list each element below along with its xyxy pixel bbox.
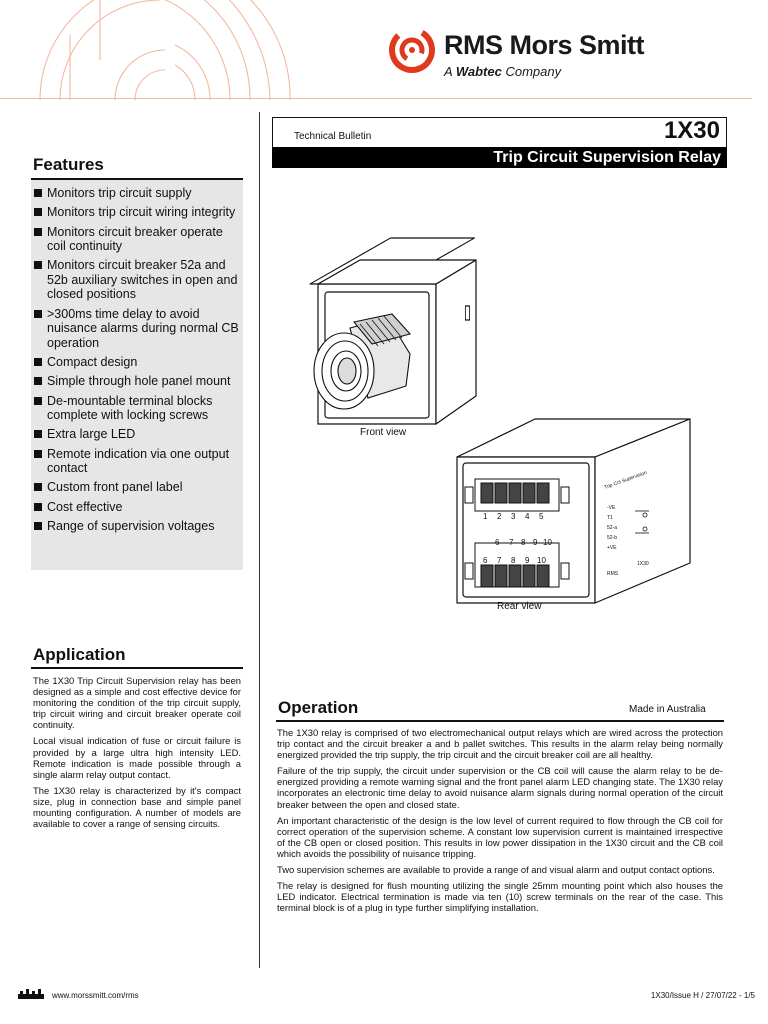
feature-item: Range of supervision voltages: [33, 519, 239, 534]
operation-heading: Operation: [278, 698, 359, 717]
side-label-line: 52-a: [607, 525, 618, 531]
features-list: [33, 186, 239, 538]
feature-item: Extra large LED: [33, 427, 239, 442]
rear-view-caption: Rear view: [497, 601, 542, 612]
feature-item: Monitors circuit breaker 52a and 52b auxiliary switches in open and closed positions: [33, 258, 239, 302]
application-paragraph: The 1X30 Trip Circuit Supervision relay has been designed as a simple and cost effective device for monitoring the condition of the trip circuit supply, trip circuit wiring and circuit breaker operate coil continuity.: [33, 675, 241, 731]
feature-item: Simple through hole panel mount: [33, 374, 239, 389]
terminal-number: 9: [533, 538, 538, 547]
terminal-number: 8: [521, 538, 526, 547]
side-label-line: T1: [607, 515, 613, 521]
application-body: [33, 675, 241, 834]
header-arcs-decoration: [0, 0, 330, 100]
application-rule: [31, 667, 243, 669]
operation-paragraph: The relay is designed for flush mounting utilizing the single 25mm mounting point which also houses the LED indicator. Electrical termination is made via ten (10) screw terminals on the rear of the case. This terminal block is of a plug in type further simplifying installation.: [277, 880, 723, 914]
feature-item: Cost effective: [33, 500, 239, 515]
terminal-number: 1: [483, 512, 488, 521]
feature-item: De-mountable terminal blocks complete with locking screws: [33, 394, 239, 423]
terminal-number: 8: [511, 556, 516, 565]
header-rule: [0, 98, 752, 99]
terminal-number: 2: [497, 512, 502, 521]
feature-item: >300ms time delay to avoid nuisance alarms during normal CB operation: [33, 307, 239, 351]
terminal-number: 3: [511, 512, 516, 521]
feature-item: Monitors trip circuit wiring integrity: [33, 205, 239, 220]
terminal-number: 10: [543, 538, 552, 547]
features-heading: Features: [33, 155, 104, 174]
application-paragraph: The 1X30 relay is characterized by it's compact size, plug in connection base and simple panel mounting configuration. A number of models are available to cover a range of sensing circuits.: [33, 784, 241, 830]
terminal-number: 10: [537, 556, 546, 565]
footer-logo-icon: [18, 989, 44, 999]
product-title: Trip Circuit Supervision Relay: [493, 149, 721, 166]
brand-name: RMS Mors Smitt: [444, 30, 645, 60]
application-heading: Application: [33, 645, 126, 664]
operation-rule: [276, 720, 724, 722]
operation-body: [277, 727, 723, 918]
terminal-number: 7: [497, 556, 502, 565]
feature-item: Remote indication via one output contact: [33, 447, 239, 476]
product-code: 1X30: [663, 117, 720, 144]
brand-tagline: [444, 64, 561, 79]
footer-url-link[interactable]: www.morssmitt.com/rms: [52, 991, 139, 1000]
side-label-line: 52-b: [607, 535, 618, 541]
feature-item: Monitors circuit breaker operate coil continuity: [33, 225, 239, 254]
tagline-suffix: Company: [505, 64, 562, 79]
tagline-company: Wabtec: [455, 64, 502, 79]
application-paragraph: Local visual indication of fuse or circuit failure is provided by a large ultra high intensity LED. Remote indication is made possible through a single alarm relay output contact.: [33, 735, 241, 780]
terminal-number: 5: [539, 512, 544, 521]
side-label-line: +VE: [607, 545, 617, 551]
operation-paragraph: Failure of the trip supply, the circuit under supervision or the CB coil will cause the alarm relay to be de-energized providing a remote warning signal and the front panel alarm LED changing state. The 1X30 relay incorporates an electronic time delay to avoid nuisance alarm signals during normal operation of the circuit breaker between the open and closed state.: [277, 765, 723, 810]
feature-item: Custom front panel label: [33, 480, 239, 495]
terminal-number: 9: [525, 556, 530, 565]
side-label-code: 1X30: [637, 561, 649, 567]
tagline-prefix: A: [444, 64, 453, 79]
side-label-rms: RMS: [607, 571, 619, 577]
side-label-title: Trip Cct Supervision: [603, 469, 648, 491]
footer-issue: 1X30/Issue H / 27/07/22 - 1/5: [650, 991, 755, 1000]
front-view-caption: Front view: [360, 427, 407, 438]
operation-paragraph: The 1X30 relay is comprised of two electromechanical output relays which are wired across the protection trip contact and the circuit breaker a and b pallet switches. This results in the alarm relay being normally energized provided the trip supply, the trip circuit and the circuit breaker coil are all healthy.: [277, 727, 723, 761]
feature-item: Monitors trip circuit supply: [33, 186, 239, 201]
terminal-number: 4: [525, 512, 530, 521]
rear-view-illustration: [455, 415, 695, 605]
made-in-label: Made in Australia: [629, 704, 706, 715]
terminal-number: 6: [495, 538, 500, 547]
operation-paragraph: An important characteristic of the design is the low level of current required to flow through the CB coil for correct operation of the supervision scheme. A constant low supervision current is maintained irrespective of the CB open or closed position. This results in low power dissipation in the 1X30 circuit and the CB coil which avoids the possibility of nuisance tripping.: [277, 814, 723, 859]
column-divider: [259, 112, 260, 968]
operation-paragraph: Two supervision schemes are available to provide a range of and visual alarm and output contact options.: [277, 864, 715, 876]
feature-item: Compact design: [33, 355, 239, 370]
bulletin-label: Technical Bulletin: [294, 131, 372, 142]
side-label-line: -VE: [607, 505, 616, 511]
terminal-number: 6: [483, 556, 488, 565]
front-view-illustration: [298, 236, 478, 426]
terminal-number: 7: [509, 538, 514, 547]
